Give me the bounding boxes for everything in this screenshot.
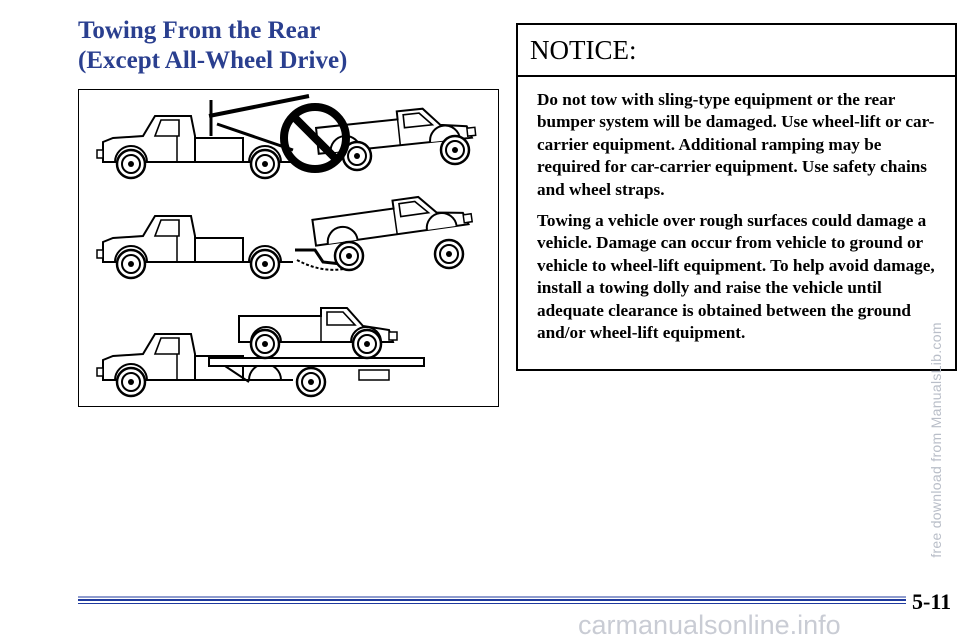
vertical-watermark: free download from ManualsLib.com bbox=[928, 322, 944, 558]
towing-illustration-svg bbox=[79, 90, 497, 405]
notice-body bbox=[518, 77, 955, 344]
car-carrier-scene bbox=[97, 308, 424, 396]
page-number: 5-11 bbox=[912, 589, 952, 614]
towing-illustration bbox=[78, 89, 499, 407]
heading-line-2: (Except All-Wheel Drive) bbox=[78, 47, 348, 74]
section-heading bbox=[78, 16, 347, 76]
notice-paragraph-2: Towing a vehicle over rough surfaces could damage a vehicle. Damage can occur from vehicle to ground or vehicle to wheel-lift equipment. To help avoid damage, install a towing dolly and raise the vehicle until adequate clearance is obtained between the ground and/or wheel-lift equipment. bbox=[537, 211, 935, 343]
bottom-watermark: carmanualsonline.info bbox=[578, 610, 841, 640]
wheel-lift-scene bbox=[97, 190, 472, 278]
sling-tow-scene bbox=[97, 96, 476, 178]
footer-rule bbox=[78, 594, 906, 606]
notice-box bbox=[516, 23, 957, 371]
heading-line-1: Towing From the Rear bbox=[78, 17, 321, 44]
notice-paragraph-1: Do not tow with sling-type equipment or the rear bumper system will be damaged. Use wheel-lift or car-carrier equipment. Additional ramping may be required for car-carrier equipment. Use safety chains and wheel straps. bbox=[537, 90, 935, 199]
notice-title: NOTICE: bbox=[518, 25, 955, 77]
